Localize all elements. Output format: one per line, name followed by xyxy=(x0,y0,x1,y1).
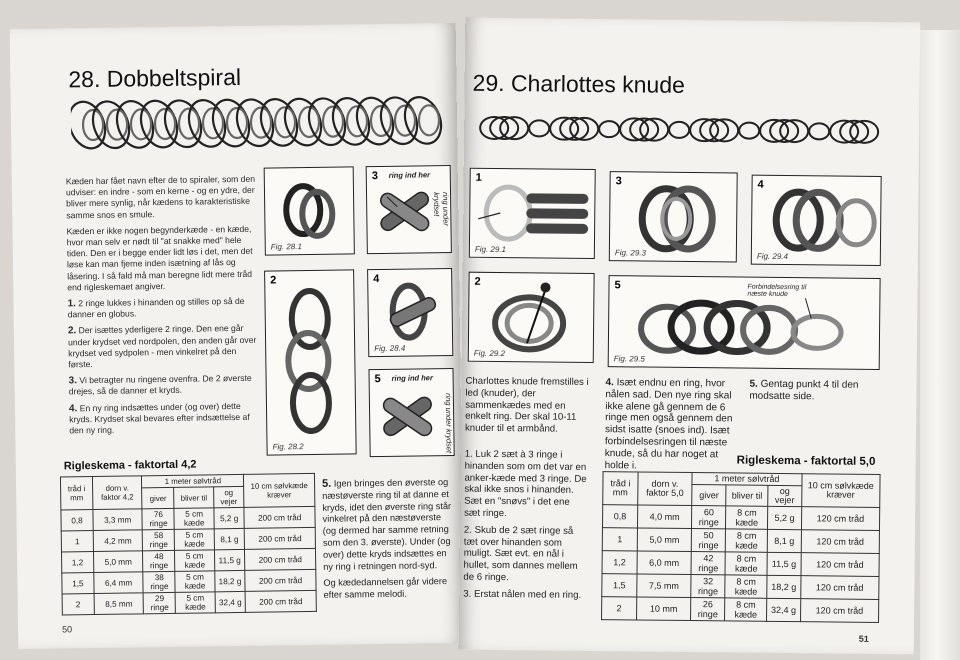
step-number: 2. xyxy=(463,524,473,536)
step-number: 2. xyxy=(67,325,77,337)
col-meter: 1 meter sølvtråd xyxy=(692,473,802,486)
col-10cm: 10 cm sølvkæde kræver xyxy=(244,473,315,507)
step-number: 5. xyxy=(749,378,758,390)
table-row xyxy=(602,505,879,531)
col-bliver: bliver til xyxy=(174,487,214,509)
step-number: 1. xyxy=(67,298,76,310)
table-row xyxy=(62,590,316,615)
table-row xyxy=(602,574,879,600)
col-dorn: dorn v. faktor 5,0 xyxy=(638,472,693,506)
right-step-5-block xyxy=(749,379,875,409)
table-row xyxy=(602,597,879,623)
table-cell: 1,2 xyxy=(602,551,637,574)
table-cell: 18,2 g xyxy=(215,570,246,591)
figure-28-5 xyxy=(368,368,454,457)
figure-29-3 xyxy=(609,171,738,262)
left-rigleskema-table xyxy=(60,473,317,616)
step-text: En ny ring indsættes under (og over) dette kryds. Krydset skal bevares efter indsættelse af den ny ring. xyxy=(69,400,250,436)
table-cell: 6,0 mm xyxy=(637,551,692,575)
table-cell: 120 cm tråd xyxy=(800,599,879,623)
step-text: Vi betragter nu ringene ovenfra. De 2 øverste drejes, så de danner et kryds. xyxy=(68,373,252,397)
table-cell: 1,5 xyxy=(602,574,637,597)
step-number: 3. xyxy=(463,588,472,600)
figure-28-1 xyxy=(264,166,355,255)
double-spiral-chain-illustration xyxy=(71,89,457,156)
table-cell: 8 cm kæde xyxy=(725,575,767,598)
charlottes-knot-chain-illustration xyxy=(474,108,894,152)
step-text: Gentag punkt 4 til den modsatte side. xyxy=(749,378,859,403)
figure-28-3 xyxy=(366,165,452,254)
right-rigleskema-table xyxy=(601,471,881,623)
table-cell: 5,2 g xyxy=(768,506,802,529)
table-cell: 29 ringe xyxy=(143,592,175,613)
figure-number: 5 xyxy=(374,372,381,386)
left-step-2 xyxy=(68,323,259,370)
table-cell: 10 mm xyxy=(636,597,691,621)
figure-number: 5 xyxy=(614,279,621,292)
right-step-4-block xyxy=(605,377,738,478)
table-cell: 1 xyxy=(602,528,637,551)
table-cell: 60 ringe xyxy=(692,506,726,529)
table-row xyxy=(602,551,879,577)
table-cell: 120 cm tråd xyxy=(801,553,880,577)
table-cell: 8,1 g xyxy=(214,528,245,549)
col-10cm: 10 cm sølvkæde kræver xyxy=(801,474,880,508)
ring-globe-stack-icon xyxy=(265,270,358,456)
figure-caption: Fig. 28.4 xyxy=(374,343,406,354)
left-closing: Og kædedannelsen går videre efter samme melodi. xyxy=(323,576,448,600)
col-giver: giver xyxy=(692,485,726,506)
table-cell: 38 ringe xyxy=(143,571,175,592)
left-intro-text xyxy=(66,174,260,442)
table-cell: 2 xyxy=(62,594,94,615)
figure-caption: Fig. 29.3 xyxy=(614,248,647,258)
figure-number: 4 xyxy=(373,273,380,286)
table-cell: 50 ringe xyxy=(691,529,725,552)
figure-caption: Fig. 28.2 xyxy=(272,442,304,452)
table-cell: 200 cm tråd xyxy=(245,590,316,612)
right-step-4 xyxy=(605,377,738,473)
table-cell: 0,8 xyxy=(61,510,93,531)
left-step-4 xyxy=(69,400,259,436)
left-page xyxy=(10,23,465,649)
col-bliver: bliver til xyxy=(726,485,768,506)
table-cell: 7,5 mm xyxy=(637,574,692,598)
table-cell: 120 cm tråd xyxy=(801,507,880,531)
step-text: Erstat nålen med en ring. xyxy=(473,588,582,601)
figure-annotation: ring under krydset xyxy=(443,392,454,454)
page-edges xyxy=(920,30,960,660)
left-page-title: 28. Dobbeltspiral xyxy=(68,63,242,93)
figure-annotation: ring ind her xyxy=(391,373,433,383)
step-text: Igen bringes den øverste og næstøverste ring til at danne et kryds, idet den øverste ring står vinkelret på den næstøverste (og dermed har samme retning som den 3. øverste). Under (og over) dette kryds indsættes en ny ring i retningen nord-syd. xyxy=(322,477,452,572)
table-cell: 200 cm tråd xyxy=(245,548,316,570)
table-cell: 6,4 mm xyxy=(94,572,144,594)
step-text: Der isættes yderligere 2 ringe. Den ene går under krydset ved nordpolen, den anden går over krydset ved sydpolen - men vinkelret på den første. xyxy=(67,323,257,370)
table-cell: 58 ringe xyxy=(143,529,175,550)
table-cell: 5 cm kæde xyxy=(174,508,214,530)
table-cell: 4,0 mm xyxy=(637,505,692,529)
table-cell: 8 cm kæde xyxy=(725,598,767,621)
figure-annotation: ring ind her xyxy=(388,170,431,180)
step-number: 4. xyxy=(68,402,78,415)
table-cell: 8 cm kæde xyxy=(726,506,768,529)
left-page-number: 50 xyxy=(62,624,73,635)
table-cell: 5 cm kæde xyxy=(175,571,215,593)
full-knot-icon xyxy=(609,276,882,371)
table-cell: 32,4 g xyxy=(767,598,801,621)
table-cell: 5,0 mm xyxy=(637,528,692,552)
figure-caption: Fig. 28.1 xyxy=(270,242,302,252)
col-vejer: og vejer xyxy=(213,486,244,507)
table-cell: 8 cm kæde xyxy=(725,552,767,575)
table-cell: 1,5 xyxy=(62,573,94,594)
table-cell: 120 cm tråd xyxy=(801,530,880,554)
table-cell: 8,5 mm xyxy=(94,593,144,615)
right-page-number: 51 xyxy=(858,633,869,644)
right-step-5 xyxy=(749,379,875,404)
left-step-1 xyxy=(67,296,257,321)
right-intro: Charlottes knude fremstilles i led (knuder), der sammenkædes med en enkelt ring. Der skal 10-11 knuder til et armbånd. xyxy=(464,375,589,435)
table-cell: 8 cm kæde xyxy=(726,529,768,552)
table-cell: 8,1 g xyxy=(767,529,801,552)
table-cell: 32,4 g xyxy=(215,591,246,612)
step-text: Isæt endnu en ring, hvor nålen sad. Den nye ring skal ikke alene gå gennem de 6 ringe men også gennem den sidst isatte (snoes ind). Isæt forbindelsesringen til næste knude, så du har noget at holde i. xyxy=(604,377,733,472)
table-cell: 32 ringe xyxy=(691,575,725,598)
figure-caption: Fig. 29.1 xyxy=(474,244,507,255)
figure-29-1 xyxy=(469,168,596,259)
figure-29-4 xyxy=(751,175,882,266)
table-cell: 200 cm tråd xyxy=(244,506,315,528)
figure-annotation: ring under krydset xyxy=(432,192,451,226)
col-trad: tråd i mm xyxy=(60,477,92,510)
table-cell: 200 cm tråd xyxy=(245,569,316,591)
figure-29-5 xyxy=(608,275,881,370)
step-text: Luk 2 sæt à 3 ringe i hinanden som om det var en anker-kæde med 3 ringe. De skal ikke snos i hinanden. Sæt en "snøvs" i det ene sæt ringe. xyxy=(464,448,587,520)
right-page xyxy=(459,18,921,655)
figure-caption: Fig. 29.5 xyxy=(613,354,645,364)
left-intro-paragraph-1: Kæden har fået navn efter de to spiraler, som den udviser: en indre - som en kerne - og en ydre, der bliver mere synlig, når kædens to karakteristiske samme snos en smule. xyxy=(65,173,256,220)
left-step-3 xyxy=(69,373,259,398)
table-cell: 11,5 g xyxy=(767,552,801,575)
table-cell: 0,8 xyxy=(602,505,637,528)
figure-caption: Fig. 29.2 xyxy=(473,348,505,359)
right-page-title: 29. Charlottes knude xyxy=(472,69,686,98)
table-cell: 11,5 g xyxy=(214,549,245,570)
col-vejer: og vejer xyxy=(768,485,802,506)
table-cell: 18,2 g xyxy=(767,575,801,598)
table-cell: 5 cm kæde xyxy=(175,529,215,551)
col-meter: 1 meter sølvtråd xyxy=(142,474,244,487)
right-text-column-1 xyxy=(463,376,589,607)
left-intro-paragraph-2: Kæden er ikke nogen begynderkæde - en kæde, hvor man selv er nødt til "at snakke med" hele tiden. Den er i begge ender lidt løs i det, men det løse kan man fjerne inden isætning af lås og låsering. I så fald må man beregne lidt mere tråd end rigleskemaet angiver. xyxy=(66,223,253,293)
left-step-5-block xyxy=(322,477,458,607)
figure-29-2 xyxy=(468,272,595,363)
step-text: 2 ringe lukkes i hinanden og stilles op så de danner en globus. xyxy=(67,295,245,320)
figure-28-4 xyxy=(367,268,453,357)
right-step-3 xyxy=(463,588,587,601)
col-trad: tråd i mm xyxy=(603,472,638,505)
col-giver: giver xyxy=(142,487,174,508)
table-cell: 5 cm kæde xyxy=(175,592,215,614)
table-row xyxy=(602,528,879,554)
step-number: 1. xyxy=(464,448,473,460)
table-cell: 42 ringe xyxy=(691,552,725,575)
figure-number: 2 xyxy=(474,275,481,288)
table-cell: 4,2 mm xyxy=(93,530,143,552)
right-schema-title: Rigleskema - faktortal 5,0 xyxy=(736,454,876,468)
table-cell: 26 ringe xyxy=(691,598,725,621)
table-cell: 120 cm tråd xyxy=(800,576,879,600)
figure-number: 2 xyxy=(270,274,277,287)
figure-number: 1 xyxy=(475,171,482,184)
step-text: Skub de 2 sæt ringe så tæt over hinanden som muligt. Sæt evt. en nål i hullet, som dannes mellem de 6 ringe. xyxy=(463,524,578,584)
right-step-1 xyxy=(464,449,589,521)
step-number: 4. xyxy=(605,377,614,389)
table-cell: 200 cm tråd xyxy=(244,527,315,549)
figure-caption: Fig. 29.4 xyxy=(756,251,789,262)
step-number: 5. xyxy=(321,477,332,490)
table-cell: 5 cm kæde xyxy=(175,550,215,572)
table-cell: 1,2 xyxy=(61,552,93,573)
figure-number: 4 xyxy=(757,178,764,191)
table-cell: 5,2 g xyxy=(214,507,245,528)
left-step-5 xyxy=(322,477,457,573)
left-schema-title: Rigleskema - faktortal 4,2 xyxy=(63,458,197,473)
step-number: 3. xyxy=(68,375,78,387)
figure-28-2 xyxy=(264,269,357,455)
col-dorn: dorn v. faktor 4,2 xyxy=(92,476,142,510)
table-cell: 5,0 mm xyxy=(93,551,143,573)
figure-number: 3 xyxy=(371,170,378,183)
figure-annotation: Forbindelsesring til næste knude xyxy=(747,283,807,299)
right-step-2 xyxy=(463,524,588,584)
table-cell: 1 xyxy=(61,531,93,552)
table-cell: 76 ringe xyxy=(142,508,174,529)
table-cell: 48 ringe xyxy=(143,550,175,571)
table-cell: 3,3 mm xyxy=(93,509,143,531)
table-cell: 2 xyxy=(602,597,637,620)
figure-number: 3 xyxy=(615,175,622,188)
